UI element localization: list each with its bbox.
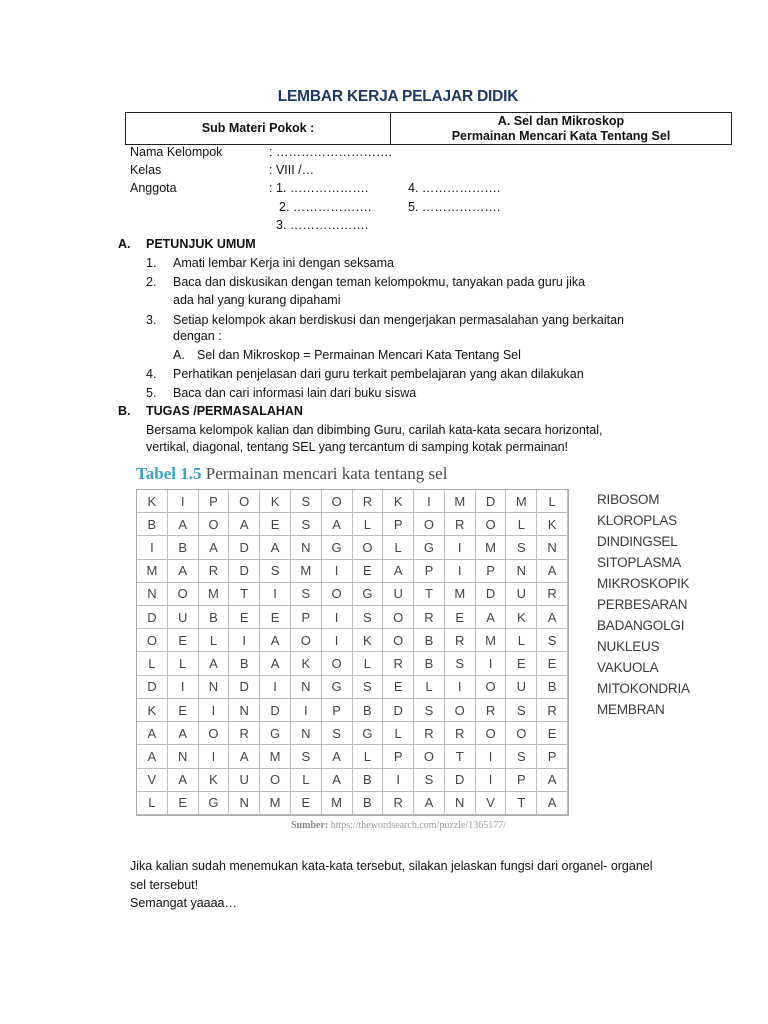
grid-cell: M bbox=[506, 490, 537, 513]
grid-cell: I bbox=[322, 560, 353, 583]
grid-cell: S bbox=[322, 722, 353, 745]
grid-cell: A bbox=[229, 513, 260, 536]
grid-cell: A bbox=[168, 722, 199, 745]
grid-cell: E bbox=[260, 513, 291, 536]
grid-cell: M bbox=[260, 745, 291, 768]
instruction-1-text: Amati lembar Kerja ini dengan seksama bbox=[173, 256, 394, 270]
kelas-field: : VIII /… bbox=[269, 163, 315, 177]
word-list-item: MEMBRAN bbox=[597, 702, 665, 717]
instruction-3a-letter: A. bbox=[173, 348, 185, 362]
grid-cell: A bbox=[260, 652, 291, 675]
grid-cell: P bbox=[291, 606, 322, 629]
section-b-text-line1: Bersama kelompok kalian dan dibimbing Guru, carilah kata-kata secara horizontal, bbox=[146, 423, 603, 437]
grid-cell: B bbox=[229, 652, 260, 675]
grid-cell: O bbox=[199, 513, 230, 536]
closing-line2: sel tersebut! bbox=[130, 878, 199, 892]
grid-cell: A bbox=[168, 769, 199, 792]
grid-cell: O bbox=[199, 722, 230, 745]
grid-cell: D bbox=[229, 536, 260, 559]
grid-cell: M bbox=[291, 560, 322, 583]
grid-cell: A bbox=[168, 513, 199, 536]
grid-cell: U bbox=[506, 676, 537, 699]
grid-cell: E bbox=[537, 722, 568, 745]
word-list-item: DINDINGSEL bbox=[597, 534, 678, 549]
grid-cell: L bbox=[168, 652, 199, 675]
word-list-item: SITOPLASMA bbox=[597, 555, 682, 570]
grid-cell: P bbox=[414, 560, 445, 583]
grid-cell: L bbox=[137, 652, 168, 675]
grid-cell: I bbox=[476, 745, 507, 768]
grid-cell: S bbox=[445, 652, 476, 675]
puzzle-source bbox=[291, 820, 506, 831]
instruction-2-text: Baca dan diskusikan dengan teman kelompokmu, tanyakan pada guru jika bbox=[173, 275, 586, 289]
grid-cell: R bbox=[353, 490, 384, 513]
grid-cell: S bbox=[506, 745, 537, 768]
grid-cell: N bbox=[506, 560, 537, 583]
instruction-5-text: Baca dan cari informasi lain dari buku siswa bbox=[173, 386, 417, 400]
grid-cell: D bbox=[476, 583, 507, 606]
anggota-field-2: 2. ………………. bbox=[279, 200, 372, 214]
instruction-2-num: 2. bbox=[146, 275, 157, 289]
grid-cell: R bbox=[414, 722, 445, 745]
puzzle-caption bbox=[136, 464, 447, 484]
grid-cell: M bbox=[260, 792, 291, 815]
grid-cell: O bbox=[383, 629, 414, 652]
grid-cell: O bbox=[414, 513, 445, 536]
grid-cell: N bbox=[168, 745, 199, 768]
grid-cell: T bbox=[506, 792, 537, 815]
nama-kelompok-label: Nama Kelompok bbox=[130, 145, 223, 159]
page-title: LEMBAR KERJA PELAJAR DIDIK bbox=[277, 88, 519, 105]
grid-cell: L bbox=[537, 490, 568, 513]
grid-cell: D bbox=[445, 769, 476, 792]
grid-cell: R bbox=[199, 560, 230, 583]
puzzle-caption-text: Permainan mencari kata tentang sel bbox=[201, 464, 448, 483]
grid-cell: S bbox=[537, 629, 568, 652]
grid-cell: P bbox=[383, 745, 414, 768]
grid-cell: G bbox=[322, 676, 353, 699]
grid-cell: M bbox=[445, 583, 476, 606]
grid-cell: L bbox=[353, 513, 384, 536]
grid-cell: N bbox=[445, 792, 476, 815]
grid-cell: R bbox=[383, 652, 414, 675]
grid-cell: E bbox=[168, 699, 199, 722]
grid-cell: B bbox=[168, 536, 199, 559]
grid-cell: B bbox=[537, 676, 568, 699]
grid-cell: M bbox=[199, 583, 230, 606]
grid-cell: I bbox=[199, 745, 230, 768]
grid-cell: I bbox=[445, 676, 476, 699]
grid-cell: O bbox=[506, 722, 537, 745]
grid-cell: E bbox=[383, 676, 414, 699]
grid-cell: R bbox=[537, 699, 568, 722]
grid-cell: N bbox=[229, 792, 260, 815]
grid-cell: P bbox=[506, 769, 537, 792]
word-list-item: NUKLEUS bbox=[597, 639, 660, 654]
grid-cell: L bbox=[137, 792, 168, 815]
grid-cell: I bbox=[322, 629, 353, 652]
grid-cell: N bbox=[537, 536, 568, 559]
instruction-2-text-cont: ada hal yang kurang dipahami bbox=[173, 293, 341, 307]
grid-cell: E bbox=[445, 606, 476, 629]
anggota-field-3: 3. ………………. bbox=[276, 218, 369, 232]
grid-cell: L bbox=[383, 536, 414, 559]
grid-cell: S bbox=[506, 699, 537, 722]
grid-cell: I bbox=[445, 560, 476, 583]
header-table bbox=[125, 112, 732, 145]
sub-materi-subtitle: Permainan Mencari Kata Tentang Sel bbox=[451, 128, 671, 143]
grid-cell: I bbox=[291, 699, 322, 722]
word-search-grid bbox=[136, 489, 569, 816]
grid-cell: O bbox=[322, 490, 353, 513]
grid-cell: U bbox=[506, 583, 537, 606]
grid-cell: N bbox=[199, 676, 230, 699]
source-label: Sumber: bbox=[291, 820, 329, 831]
grid-cell: A bbox=[322, 745, 353, 768]
grid-cell: M bbox=[476, 536, 507, 559]
grid-cell: R bbox=[445, 722, 476, 745]
grid-cell: D bbox=[137, 676, 168, 699]
grid-cell: I bbox=[322, 606, 353, 629]
grid-cell: E bbox=[353, 560, 384, 583]
grid-cell: V bbox=[137, 769, 168, 792]
grid-cell: L bbox=[353, 745, 384, 768]
grid-cell: A bbox=[229, 745, 260, 768]
grid-cell: S bbox=[353, 676, 384, 699]
grid-cell: S bbox=[291, 583, 322, 606]
grid-cell: B bbox=[353, 769, 384, 792]
grid-cell: I bbox=[168, 490, 199, 513]
grid-cell: K bbox=[383, 490, 414, 513]
grid-cell: L bbox=[506, 629, 537, 652]
grid-cell: I bbox=[383, 769, 414, 792]
grid-cell: B bbox=[199, 606, 230, 629]
grid-cell: S bbox=[414, 769, 445, 792]
grid-cell: R bbox=[476, 699, 507, 722]
grid-cell: M bbox=[476, 629, 507, 652]
grid-cell: B bbox=[414, 652, 445, 675]
section-a-heading: PETUNJUK UMUM bbox=[146, 237, 256, 251]
grid-cell: O bbox=[476, 676, 507, 699]
grid-cell: S bbox=[291, 513, 322, 536]
puzzle-caption-number: Tabel 1.5 bbox=[136, 464, 202, 483]
grid-cell: G bbox=[322, 536, 353, 559]
grid-cell: O bbox=[137, 629, 168, 652]
instruction-4-num: 4. bbox=[146, 367, 157, 381]
grid-cell: O bbox=[322, 583, 353, 606]
grid-cell: T bbox=[445, 745, 476, 768]
anggota-field-5: 5. ………………. bbox=[408, 200, 501, 214]
grid-cell: I bbox=[260, 676, 291, 699]
nama-kelompok-field: : ………………………. bbox=[269, 145, 392, 159]
grid-cell: D bbox=[383, 699, 414, 722]
instruction-5-num: 5. bbox=[146, 386, 157, 400]
grid-cell: B bbox=[353, 699, 384, 722]
grid-cell: O bbox=[476, 513, 507, 536]
anggota-field-4: 4. ………………. bbox=[408, 181, 501, 195]
grid-cell: O bbox=[476, 722, 507, 745]
grid-cell: P bbox=[383, 513, 414, 536]
grid-cell: O bbox=[322, 652, 353, 675]
grid-cell: P bbox=[322, 699, 353, 722]
word-list-item: KLOROPLAS bbox=[597, 513, 677, 528]
grid-cell: R bbox=[414, 606, 445, 629]
grid-cell: O bbox=[291, 629, 322, 652]
grid-cell: O bbox=[414, 745, 445, 768]
grid-cell: M bbox=[137, 560, 168, 583]
grid-cell: I bbox=[260, 583, 291, 606]
grid-cell: N bbox=[137, 583, 168, 606]
grid-cell: A bbox=[322, 513, 353, 536]
section-b-letter: B. bbox=[118, 404, 131, 418]
instruction-3a-text: Sel dan Mikroskop = Permainan Mencari Kata Tentang Sel bbox=[197, 348, 521, 362]
grid-cell: G bbox=[353, 722, 384, 745]
grid-cell: L bbox=[199, 629, 230, 652]
grid-cell: N bbox=[291, 722, 322, 745]
instruction-3-text: Setiap kelompok akan berdiskusi dan mengerjakan permasalahan yang berkaitan bbox=[173, 313, 624, 327]
grid-cell: A bbox=[137, 722, 168, 745]
grid-cell: I bbox=[445, 536, 476, 559]
grid-cell: L bbox=[291, 769, 322, 792]
grid-cell: O bbox=[168, 583, 199, 606]
closing-line1: Jika kalian sudah menemukan kata-kata tersebut, silakan jelaskan fungsi dari organel- organel bbox=[130, 859, 653, 873]
sub-materi-label-cell bbox=[126, 113, 391, 144]
grid-cell: G bbox=[414, 536, 445, 559]
grid-cell: S bbox=[506, 536, 537, 559]
grid-cell: K bbox=[199, 769, 230, 792]
grid-cell: K bbox=[353, 629, 384, 652]
grid-cell: U bbox=[229, 769, 260, 792]
grid-cell: E bbox=[260, 606, 291, 629]
grid-cell: M bbox=[445, 490, 476, 513]
grid-cell: D bbox=[137, 606, 168, 629]
grid-cell: L bbox=[383, 722, 414, 745]
grid-cell: R bbox=[445, 513, 476, 536]
grid-cell: U bbox=[383, 583, 414, 606]
grid-cell: O bbox=[445, 699, 476, 722]
grid-cell: N bbox=[291, 676, 322, 699]
grid-cell: R bbox=[445, 629, 476, 652]
word-list-item: MIKROSKOPIK bbox=[597, 576, 690, 591]
grid-cell: K bbox=[506, 606, 537, 629]
grid-cell: A bbox=[476, 606, 507, 629]
grid-cell: T bbox=[229, 583, 260, 606]
grid-cell: B bbox=[353, 792, 384, 815]
grid-cell: N bbox=[229, 699, 260, 722]
grid-cell: I bbox=[476, 769, 507, 792]
grid-cell: O bbox=[229, 490, 260, 513]
grid-cell: K bbox=[291, 652, 322, 675]
grid-cell: I bbox=[414, 490, 445, 513]
grid-cell: A bbox=[537, 606, 568, 629]
grid-cell: S bbox=[291, 745, 322, 768]
grid-cell: A bbox=[414, 792, 445, 815]
grid-cell: D bbox=[260, 699, 291, 722]
grid-cell: E bbox=[168, 629, 199, 652]
grid-cell: N bbox=[291, 536, 322, 559]
word-list bbox=[597, 489, 690, 720]
source-url: https://thewordsearch.com/puzzle/1365177/ bbox=[328, 820, 506, 831]
word-list-item: PERBESARAN bbox=[597, 597, 688, 612]
instruction-3-num: 3. bbox=[146, 313, 157, 327]
grid-cell: B bbox=[414, 629, 445, 652]
word-list-item: MITOKONDRIA bbox=[597, 681, 690, 696]
grid-cell: D bbox=[229, 676, 260, 699]
grid-cell: E bbox=[168, 792, 199, 815]
section-a-letter: A. bbox=[118, 237, 131, 251]
grid-cell: K bbox=[260, 490, 291, 513]
grid-cell: A bbox=[537, 769, 568, 792]
grid-cell: P bbox=[537, 745, 568, 768]
instruction-3-text-cont: dengan : bbox=[173, 329, 222, 343]
instruction-1-num: 1. bbox=[146, 256, 157, 270]
grid-cell: I bbox=[229, 629, 260, 652]
grid-cell: S bbox=[291, 490, 322, 513]
grid-cell: G bbox=[353, 583, 384, 606]
grid-cell: I bbox=[199, 699, 230, 722]
grid-cell: I bbox=[168, 676, 199, 699]
grid-cell: A bbox=[383, 560, 414, 583]
grid-cell: B bbox=[137, 513, 168, 536]
grid-cell: D bbox=[476, 490, 507, 513]
grid-cell: M bbox=[322, 792, 353, 815]
grid-cell: P bbox=[199, 490, 230, 513]
grid-cell: K bbox=[137, 490, 168, 513]
grid-cell: I bbox=[476, 652, 507, 675]
section-b-heading: TUGAS /PERMASALAHAN bbox=[146, 404, 303, 418]
grid-cell: S bbox=[353, 606, 384, 629]
grid-cell: O bbox=[353, 536, 384, 559]
grid-cell: A bbox=[537, 792, 568, 815]
grid-cell: K bbox=[537, 513, 568, 536]
grid-cell: R bbox=[383, 792, 414, 815]
grid-cell: S bbox=[414, 699, 445, 722]
grid-cell: R bbox=[537, 583, 568, 606]
sub-materi-value-cell bbox=[391, 113, 731, 144]
grid-cell: L bbox=[353, 652, 384, 675]
grid-cell: U bbox=[168, 606, 199, 629]
kelas-label: Kelas bbox=[130, 163, 162, 177]
grid-cell: E bbox=[537, 652, 568, 675]
grid-cell: O bbox=[260, 769, 291, 792]
grid-cell: A bbox=[137, 745, 168, 768]
sub-materi-topic: A. Sel dan Mikroskop bbox=[497, 113, 625, 128]
sub-materi-label: Sub Materi Pokok : bbox=[201, 121, 315, 135]
word-list-item: RIBOSOM bbox=[597, 492, 660, 507]
word-list-item: BADANGOLGI bbox=[597, 618, 685, 633]
closing-line3: Semangat yaaaa… bbox=[130, 896, 238, 910]
grid-cell: A bbox=[322, 769, 353, 792]
grid-cell: G bbox=[199, 792, 230, 815]
grid-cell: E bbox=[291, 792, 322, 815]
grid-cell: A bbox=[260, 536, 291, 559]
grid-cell: P bbox=[476, 560, 507, 583]
grid-cell: T bbox=[414, 583, 445, 606]
grid-cell: O bbox=[383, 606, 414, 629]
grid-cell: I bbox=[137, 536, 168, 559]
grid-cell: A bbox=[260, 629, 291, 652]
grid-cell: S bbox=[260, 560, 291, 583]
grid-cell: L bbox=[506, 513, 537, 536]
grid-cell: R bbox=[229, 722, 260, 745]
anggota-label: Anggota bbox=[130, 181, 177, 195]
instruction-4-text: Perhatikan penjelasan dari guru terkait pembelajaran yang akan dilakukan bbox=[173, 367, 584, 381]
grid-cell: A bbox=[537, 560, 568, 583]
grid-cell: D bbox=[229, 560, 260, 583]
anggota-field-1: : 1. ………………. bbox=[269, 181, 369, 195]
grid-cell: E bbox=[506, 652, 537, 675]
grid-cell: L bbox=[414, 676, 445, 699]
grid-cell: K bbox=[137, 699, 168, 722]
grid-cell: A bbox=[199, 652, 230, 675]
grid-cell: E bbox=[229, 606, 260, 629]
grid-cell: V bbox=[476, 792, 507, 815]
grid-cell: G bbox=[260, 722, 291, 745]
word-list-item: VAKUOLA bbox=[597, 660, 659, 675]
grid-cell: A bbox=[199, 536, 230, 559]
section-b-text-line2: vertikal, diagonal, tentang SEL yang tercantum di samping kotak permainan! bbox=[146, 440, 569, 454]
grid-cell: A bbox=[168, 560, 199, 583]
